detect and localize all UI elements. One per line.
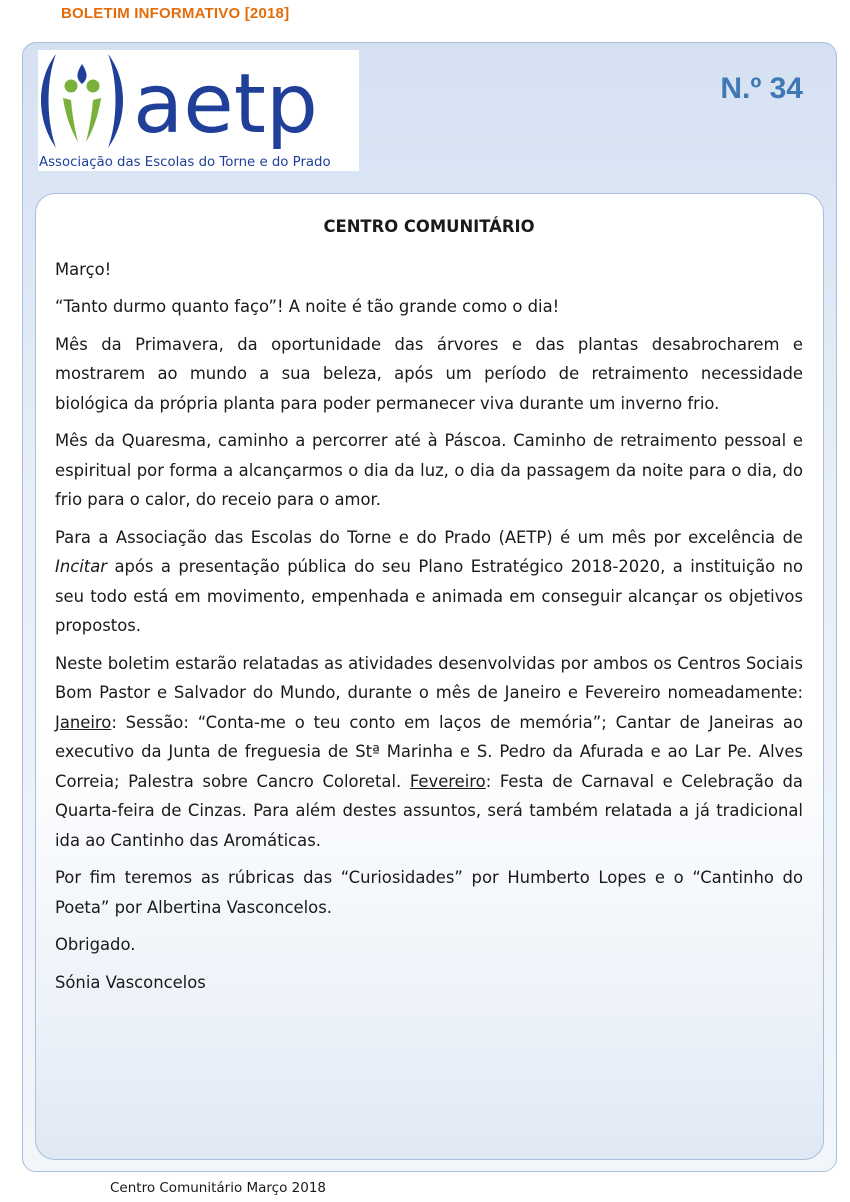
p6-month-january: Janeiro — [55, 712, 112, 732]
article-closing: Obrigado. — [55, 935, 136, 954]
logo-figure-body-left — [63, 98, 78, 142]
logo-right-arc — [108, 54, 123, 148]
article-paragraph-6 — [55, 649, 803, 856]
article-title: CENTRO COMUNITÁRIO — [323, 217, 535, 236]
article-paragraph-4: Mês da Quaresma, caminho a percorrer até à Páscoa. Caminho de retraimento pessoal e espiritual por forma a alcançarmos o dia da luz, o dia da passagem da noite para o dia, do frio para o calor, do receio para o amor. — [55, 431, 803, 509]
p5-text-a: Para a Associação das Escolas do Torne e do Prado (AETP) é um mês por excelência de — [55, 527, 803, 547]
article-paragraph-3: Mês da Primavera, da oportunidade das árvores e das plantas desabrocharem e mostrarem ao mundo a sua beleza, após um período de retraimento necessidade biológica da própria planta para poder permanecer viva durante um inverno frio. — [55, 334, 803, 413]
article-paragraph-5 — [55, 523, 803, 641]
p6-text-b: : Sessão: “Conta-me o teu conto em laços de memória”; Cantar de Janeiras ao executivo da Junta de freguesia de Stª Marinha e S. Pedro da Afurada e ao Lar Pe. Alves Correia; Palestra sobre Cancro Coloretal. — [55, 712, 803, 791]
p6-text-a: Neste boletim estarão relatadas as atividades desenvolvidas por ambos os Centros Sociais Bom Pastor e Salvador do Mundo, durante o mês de Janeiro e Fevereiro nomeadamente: — [55, 653, 803, 702]
logo-tagline: Associação das Escolas do Torne e do Prado — [39, 155, 331, 170]
logo-center-drop — [77, 64, 86, 84]
article — [55, 212, 803, 1005]
p6-month-february: Fevereiro — [409, 771, 486, 791]
bulletin-header: BOLETIM INFORMATIVO [2018] — [61, 5, 290, 22]
logo-figure-head-right — [87, 80, 100, 93]
logo-wordmark: aetp — [133, 57, 318, 152]
logo — [38, 50, 359, 171]
article-paragraph-1: Março! — [55, 259, 112, 279]
p6-text-c: : Festa de Carnaval e Celebração da Quarta-feira de Cinzas. Para além destes assuntos, será também relatada a já tradicional ida ao Cantinho das Aromáticas. — [55, 771, 803, 850]
p5-text-b: após a presentação pública do seu Plano Estratégico 2018-2020, a instituição no seu todo está em movimento, empenhada e animada em conseguir alcançar os objetivos propostos. — [55, 557, 803, 635]
article-signature: Sónia Vasconcelos — [55, 972, 206, 992]
article-paragraph-2: “Tanto durmo quanto faço”! A noite é tão grande como o dia! — [55, 297, 560, 316]
article-paragraph-7: Por fim teremos as rúbricas das “Curiosidades” por Humberto Lopes e o “Cantinho do Poeta” por Albertina Vasconcelos. — [55, 868, 803, 917]
issue-number: N.º 34 — [720, 72, 803, 105]
logo-figure-body-right — [86, 98, 101, 142]
page-footer: Centro Comunitário Março 2018 — [110, 1180, 327, 1196]
logo-left-arc — [41, 54, 56, 148]
aetp-logo-graphic — [38, 50, 359, 171]
logo-figure-head-left — [65, 80, 78, 93]
p5-emphasis: Incitar — [55, 557, 107, 576]
